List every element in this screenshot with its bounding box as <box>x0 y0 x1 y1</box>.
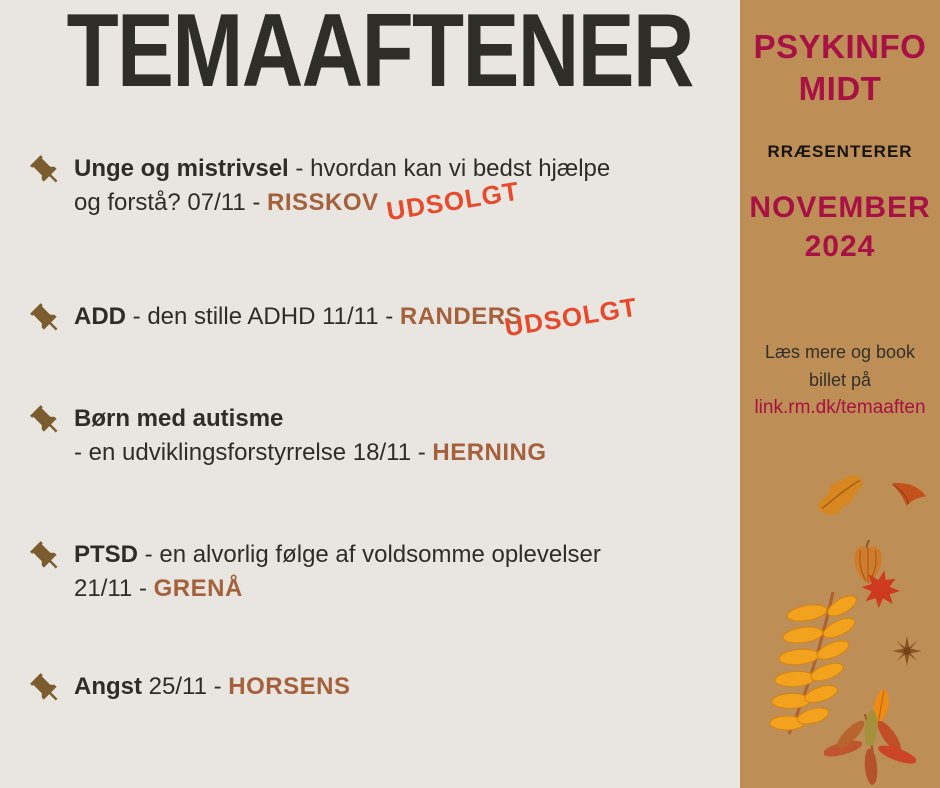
year: 2024 <box>804 230 876 263</box>
brand-line1: PSYKINFO <box>753 28 927 65</box>
event-title: PTSD <box>74 541 139 568</box>
pushpin-icon <box>28 671 64 707</box>
event-title: Unge og mistrivsel <box>74 155 289 182</box>
event-location: HERNING <box>432 439 547 466</box>
pushpin-icon <box>28 153 64 189</box>
page-title: TEMAAFTENER <box>66 0 693 109</box>
month-label <box>740 188 940 266</box>
event-title: Børn med autisme <box>74 405 284 432</box>
event-description: - hvordan kan vi bedst hjælpe <box>288 155 611 182</box>
cta-line1: Læs mere og book <box>764 342 916 362</box>
presents-label: RRÆSENTERER <box>767 142 913 161</box>
event-text <box>74 402 718 470</box>
event-description: - en udviklingsforstyrrelse 18/11 - <box>74 439 433 466</box>
brand-name <box>740 26 940 110</box>
event-date: 25/11 - <box>142 673 229 700</box>
brand-line2: MIDT <box>798 70 882 107</box>
pushpin-icon <box>28 403 64 439</box>
event-location: GRENÅ <box>153 575 243 602</box>
cta-line2: billet på <box>808 370 872 390</box>
pushpin-icon <box>28 301 64 337</box>
event-title: ADD <box>74 303 126 330</box>
event-text <box>74 670 718 704</box>
event-location: HORSENS <box>228 673 351 700</box>
event-angst <box>28 670 718 704</box>
star-anise-icon <box>888 634 926 668</box>
event-unge-og-mistrivsel <box>28 152 718 220</box>
event-boern-med-autisme <box>28 402 718 470</box>
pushpin-icon <box>28 539 64 575</box>
event-location: RANDERS <box>399 303 523 330</box>
sold-out-badge: UDSOLGT <box>384 175 522 227</box>
event-title: Angst <box>74 673 142 700</box>
creeper-leaf-icon <box>824 710 916 786</box>
event-location: RISSKOV <box>267 189 379 216</box>
cta-text <box>740 338 940 422</box>
event-date: og forstå? 07/11 - <box>74 189 268 216</box>
event-description: - en alvorlig følge af voldsomme oplevelser <box>138 541 601 568</box>
booking-link[interactable]: link.rm.dk/temaaften <box>754 397 926 418</box>
sold-out-badge: UDSOLGT <box>502 291 640 343</box>
event-ptsd <box>28 538 718 606</box>
event-description: - den stille ADHD 11/11 - <box>126 303 400 330</box>
event-date: 21/11 - <box>74 575 154 602</box>
event-text <box>74 538 718 606</box>
red-leaf-icon <box>886 477 930 512</box>
month: NOVEMBER <box>749 191 931 224</box>
